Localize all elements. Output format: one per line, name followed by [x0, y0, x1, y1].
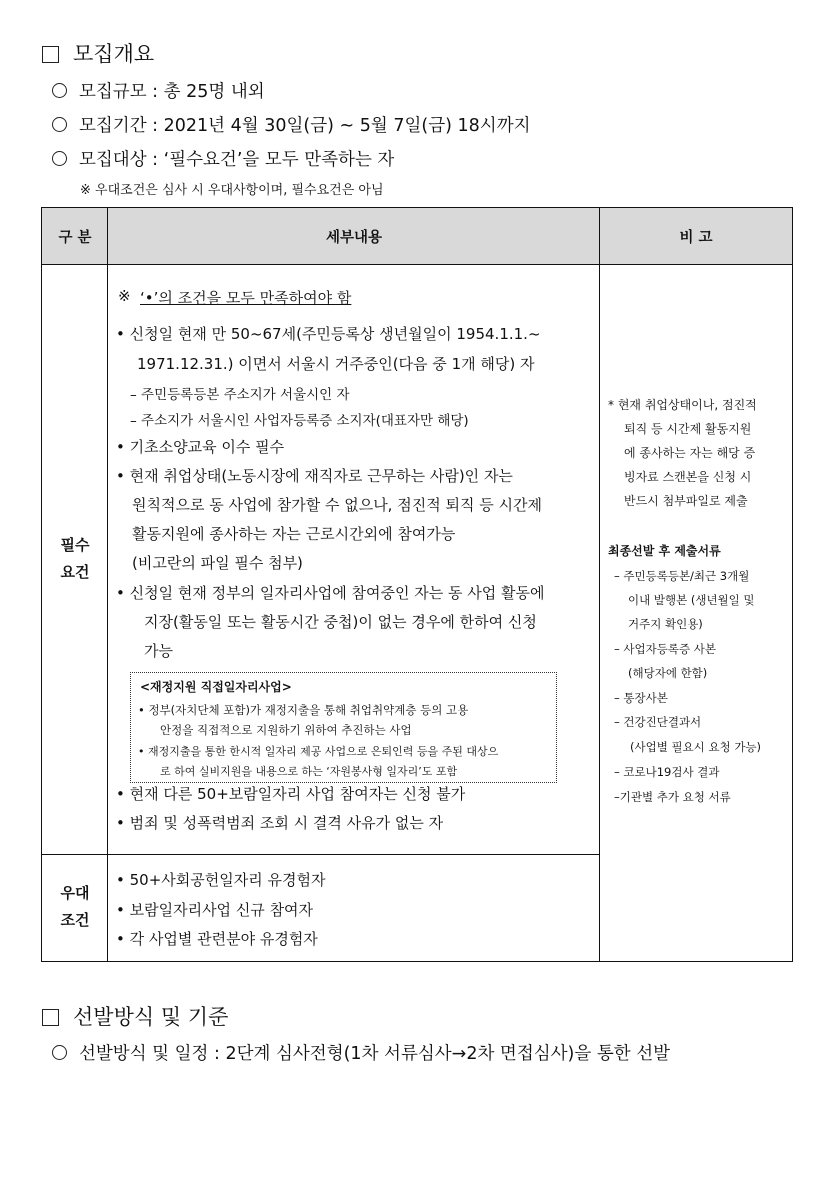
- req-line: – 주민등록등본 주소지가 서울시인 자: [130, 387, 350, 403]
- pref-line: • 50+사회공헌일자리 유경험자: [116, 871, 326, 889]
- square-bullet-icon: [42, 1009, 59, 1026]
- box-line: 안정을 직접적으로 지원하기 위하여 추진하는 사업: [160, 723, 412, 737]
- section-heading-recruitment: 모집개요: [42, 38, 154, 68]
- remark-line: 에 종사하는 자는 해당 증: [624, 446, 756, 460]
- recruit-target-item: 모집대상 : ‘필수요건’을 모두 만족하는 자: [52, 146, 394, 171]
- condition-statement: ‘•’의 조건을 모두 만족하여야 함: [140, 289, 352, 307]
- remark-line: 반드시 첨부파일로 제출: [624, 494, 748, 508]
- box-line: 로 하여 실비지원을 내용으로 하는 ‘자원봉사형 일자리’도 포함: [160, 765, 458, 778]
- final-doc: –기관별 추가 요청 서류: [614, 790, 731, 804]
- final-doc: – 코로나19검사 결과: [614, 765, 720, 779]
- preference-note: ※ 우대조건은 심사 시 우대사항이며, 필수요건은 아님: [80, 183, 384, 198]
- final-doc: – 주민등록등본/최근 3개월: [614, 569, 750, 583]
- req-line: • 신청일 현재 만 50~67세(주민등록상 생년월일이 1954.1.1.~: [116, 325, 541, 343]
- req-line: (비고란의 파일 필수 첨부): [132, 554, 303, 572]
- req-line: 원칙적으로 동 사업에 참가할 수 없으나, 점진적 퇴직 등 시간제: [132, 496, 542, 514]
- header-remarks: 비 고: [600, 208, 792, 265]
- req-line: • 현재 취업상태(노동시장에 재직자로 근무하는 사람)인 자는: [116, 467, 513, 485]
- recruit-period-item: 모집기간 : 2021년 4월 30일(금) ~ 5월 7일(금) 18시까지: [52, 112, 531, 137]
- final-doc: 거주지 확인용): [628, 617, 703, 631]
- req-line: • 신청일 현재 정부의 일자리사업에 참여중인 자는 동 사업 활동에: [116, 584, 545, 602]
- req-line: • 범죄 및 성폭력범죄 조회 시 결격 사유가 없는 자: [116, 814, 444, 832]
- circle-bullet-icon: [52, 117, 67, 132]
- box-line: • 정부(자치단체 포함)가 재정지출을 통해 취업취약계층 등의 고용: [138, 703, 469, 717]
- remark-line: 빙자료 스캔본을 신청 시: [624, 470, 752, 484]
- selection-method-item: 선발방식 및 일정 : 2단계 심사전형(1차 서류심사→2차 면접심사)을 통한 선발: [52, 1040, 670, 1065]
- condition-mark: ※: [118, 287, 131, 305]
- section-heading-selection: 선발방식 및 기준: [42, 1001, 228, 1031]
- header-category: 구 분: [42, 208, 108, 265]
- pref-line: • 각 사업별 관련분야 유경험자: [116, 930, 318, 948]
- final-doc: – 사업자등록증 사본: [614, 642, 716, 656]
- req-line: 활동지원에 종사하는 자는 근로시간외에 참여가능: [132, 525, 456, 543]
- remark-line: 퇴직 등 시간제 활동지원: [624, 422, 752, 436]
- req-line: 지장(활동일 또는 활동시간 중첩)이 없는 경우에 한하여 신청: [144, 613, 537, 631]
- circle-bullet-icon: [52, 1045, 67, 1060]
- req-line: 가능: [144, 642, 173, 660]
- remark-line: * 현재 취업상태이나, 점진적: [608, 398, 757, 412]
- final-doc: (해당자에 한함): [628, 666, 708, 680]
- box-line: • 재정지출을 통한 한시적 일자리 제공 사업으로 은퇴인력 등을 주된 대상으: [138, 745, 499, 758]
- req-line: – 주소지가 서울시인 사업자등록증 소지자(대표자만 해당): [130, 413, 469, 429]
- header-details: 세부내용: [108, 208, 600, 265]
- circle-bullet-icon: [52, 83, 67, 98]
- final-doc: 이내 발행본 (생년월일 및: [628, 593, 755, 607]
- recruit-size-item: 모집규모 : 총 25명 내외: [52, 78, 265, 103]
- req-line: • 기초소양교육 이수 필수: [116, 438, 285, 456]
- preferred-label: 우대 조건: [60, 884, 90, 929]
- final-docs-title: 최종선발 후 제출서류: [608, 544, 721, 558]
- req-line: • 현재 다른 50+보람일자리 사업 참여자는 신청 불가: [116, 785, 466, 803]
- final-doc: – 건강진단결과서: [614, 715, 702, 729]
- pref-line: • 보람일자리사업 신규 참여자: [116, 901, 314, 919]
- req-line: 1971.12.31.) 이면서 서울시 거주중인(다음 중 1개 해당) 자: [137, 355, 535, 373]
- box-title: <재정지원 직접일자리사업>: [140, 680, 292, 694]
- required-label: 필수 요건: [60, 536, 90, 581]
- square-bullet-icon: [42, 46, 59, 63]
- final-doc: – 통장사본: [614, 691, 668, 705]
- final-doc: (사업별 필요시 요청 가능): [630, 740, 762, 754]
- circle-bullet-icon: [52, 151, 67, 166]
